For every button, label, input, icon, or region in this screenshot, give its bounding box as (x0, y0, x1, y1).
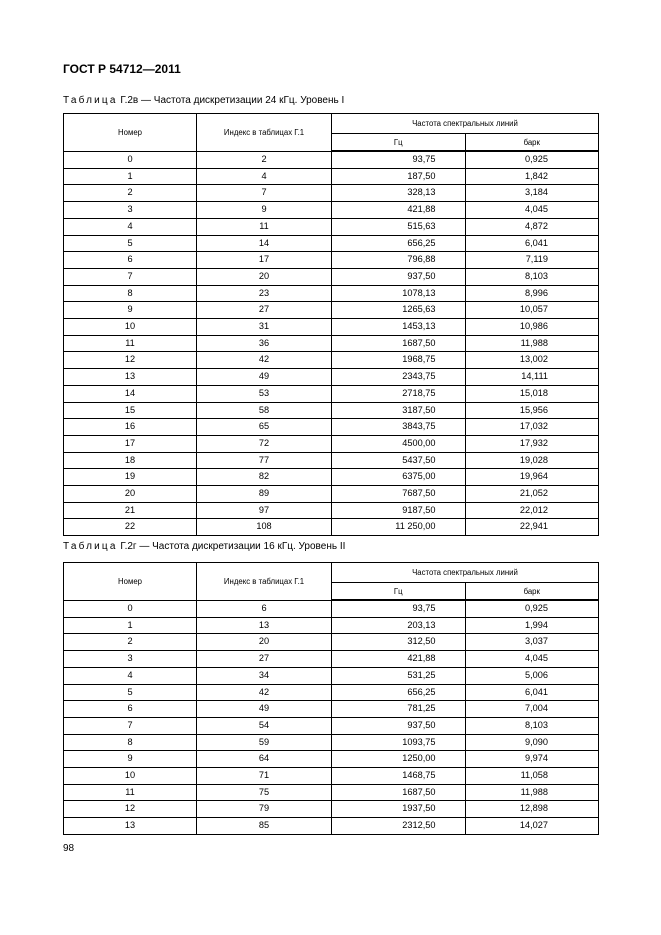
cell-bark: 1,842 (465, 168, 599, 185)
cell-hz: 7687,50 (332, 486, 466, 503)
cell-bark: 7,119 (465, 252, 599, 269)
cell-index: 64 (197, 751, 332, 768)
cell-hz: 1265,63 (332, 302, 466, 319)
cell-hz: 656,25 (332, 235, 466, 252)
table2-header-freq-group: Частота спектральных линий (332, 563, 599, 583)
cell-hz: 2343,75 (332, 369, 466, 386)
cell-index: 2 (197, 151, 332, 168)
table-row (64, 335, 599, 352)
cell-hz: 781,25 (332, 701, 466, 718)
table-row (64, 452, 599, 469)
cell-hz: 1937,50 (332, 801, 466, 818)
cell-bark: 0,925 (465, 600, 599, 617)
cell-index: 72 (197, 435, 332, 452)
cell-index: 75 (197, 784, 332, 801)
cell-number: 6 (64, 701, 197, 718)
table2-header-number: Номер (64, 563, 197, 601)
cell-number: 11 (64, 784, 197, 801)
cell-hz: 1093,75 (332, 734, 466, 751)
cell-hz: 421,88 (332, 651, 466, 668)
cell-number: 0 (64, 600, 197, 617)
cell-index: 11 (197, 218, 332, 235)
cell-bark: 13,002 (465, 352, 599, 369)
cell-bark: 8,103 (465, 717, 599, 734)
cell-bark: 5,006 (465, 667, 599, 684)
cell-hz: 515,63 (332, 218, 466, 235)
cell-hz: 4500,00 (332, 435, 466, 452)
cell-hz: 796,88 (332, 252, 466, 269)
table-row (64, 151, 599, 168)
cell-number: 7 (64, 717, 197, 734)
table1-header-bark: барк (465, 134, 599, 152)
cell-index: 31 (197, 319, 332, 336)
table-row (64, 202, 599, 219)
cell-bark: 11,988 (465, 784, 599, 801)
table-row (64, 352, 599, 369)
cell-index: 79 (197, 801, 332, 818)
cell-number: 6 (64, 252, 197, 269)
cell-hz: 328,13 (332, 185, 466, 202)
table1-header-hz: Гц (332, 134, 466, 152)
cell-number: 15 (64, 402, 197, 419)
cell-bark: 14,027 (465, 818, 599, 835)
cell-index: 36 (197, 335, 332, 352)
cell-hz: 1687,50 (332, 784, 466, 801)
cell-bark: 12,898 (465, 801, 599, 818)
cell-index: 4 (197, 168, 332, 185)
table2-caption (63, 541, 345, 552)
table-row (64, 268, 599, 285)
table2 (63, 562, 599, 835)
cell-bark: 4,045 (465, 651, 599, 668)
cell-bark: 14,111 (465, 369, 599, 386)
table1-header-freq-group: Частота спектральных линий (332, 114, 599, 134)
cell-number: 3 (64, 651, 197, 668)
cell-hz: 9187,50 (332, 502, 466, 519)
cell-index: 58 (197, 402, 332, 419)
cell-number: 1 (64, 617, 197, 634)
table-row (64, 751, 599, 768)
cell-index: 9 (197, 202, 332, 219)
cell-bark: 19,028 (465, 452, 599, 469)
cell-number: 7 (64, 268, 197, 285)
cell-number: 2 (64, 185, 197, 202)
table2-body (64, 600, 599, 834)
cell-bark: 11,058 (465, 768, 599, 785)
cell-bark: 4,872 (465, 218, 599, 235)
cell-number: 12 (64, 352, 197, 369)
table-row (64, 634, 599, 651)
cell-hz: 93,75 (332, 600, 466, 617)
document-header: ГОСТ Р 54712—2011 (63, 62, 181, 76)
table1-caption-text: Г.2в — Частота дискретизации 24 кГц. Уровень I (120, 95, 345, 106)
cell-bark: 6,041 (465, 684, 599, 701)
cell-hz: 937,50 (332, 717, 466, 734)
table2-header-index: Индекс в таблицах Г.1 (197, 563, 332, 601)
cell-hz: 3187,50 (332, 402, 466, 419)
table-row (64, 235, 599, 252)
table1-body (64, 151, 599, 536)
table2-header-bark: барк (465, 583, 599, 601)
table-row (64, 784, 599, 801)
table-row (64, 667, 599, 684)
cell-index: 54 (197, 717, 332, 734)
table-row (64, 252, 599, 269)
cell-bark: 15,018 (465, 385, 599, 402)
table-row (64, 734, 599, 751)
cell-hz: 656,25 (332, 684, 466, 701)
table-row (64, 617, 599, 634)
cell-index: 34 (197, 667, 332, 684)
table-row (64, 684, 599, 701)
cell-number: 3 (64, 202, 197, 219)
table-row (64, 302, 599, 319)
cell-hz: 937,50 (332, 268, 466, 285)
cell-number: 17 (64, 435, 197, 452)
table-row (64, 502, 599, 519)
table1-header-number: Номер (64, 114, 197, 152)
cell-hz: 187,50 (332, 168, 466, 185)
cell-hz: 203,13 (332, 617, 466, 634)
cell-hz: 11 250,00 (332, 519, 466, 536)
cell-hz: 1250,00 (332, 751, 466, 768)
cell-number: 1 (64, 168, 197, 185)
table-row (64, 402, 599, 419)
cell-number: 5 (64, 684, 197, 701)
cell-number: 9 (64, 302, 197, 319)
cell-index: 59 (197, 734, 332, 751)
cell-bark: 8,996 (465, 285, 599, 302)
table-row (64, 818, 599, 835)
cell-index: 49 (197, 701, 332, 718)
cell-hz: 1468,75 (332, 768, 466, 785)
cell-bark: 15,956 (465, 402, 599, 419)
table-row (64, 701, 599, 718)
cell-number: 8 (64, 734, 197, 751)
table-row (64, 717, 599, 734)
cell-bark: 1,994 (465, 617, 599, 634)
table-row (64, 651, 599, 668)
cell-number: 16 (64, 419, 197, 436)
table-row (64, 319, 599, 336)
cell-index: 97 (197, 502, 332, 519)
cell-index: 20 (197, 634, 332, 651)
cell-index: 89 (197, 486, 332, 503)
cell-hz: 421,88 (332, 202, 466, 219)
cell-bark: 19,964 (465, 469, 599, 486)
cell-bark: 3,184 (465, 185, 599, 202)
cell-bark: 0,925 (465, 151, 599, 168)
cell-bark: 4,045 (465, 202, 599, 219)
cell-number: 5 (64, 235, 197, 252)
cell-index: 77 (197, 452, 332, 469)
cell-hz: 3843,75 (332, 419, 466, 436)
table1-caption (63, 95, 344, 106)
cell-index: 27 (197, 302, 332, 319)
table-row (64, 486, 599, 503)
table-row (64, 369, 599, 386)
cell-bark: 8,103 (465, 268, 599, 285)
cell-number: 13 (64, 369, 197, 386)
cell-bark: 9,974 (465, 751, 599, 768)
cell-number: 0 (64, 151, 197, 168)
cell-index: 42 (197, 352, 332, 369)
cell-number: 4 (64, 667, 197, 684)
table-row (64, 469, 599, 486)
cell-hz: 312,50 (332, 634, 466, 651)
cell-index: 42 (197, 684, 332, 701)
cell-number: 19 (64, 469, 197, 486)
cell-index: 13 (197, 617, 332, 634)
cell-hz: 1078,13 (332, 285, 466, 302)
page-number: 98 (63, 843, 75, 854)
table-row (64, 285, 599, 302)
cell-number: 22 (64, 519, 197, 536)
cell-bark: 3,037 (465, 634, 599, 651)
cell-index: 82 (197, 469, 332, 486)
cell-bark: 7,004 (465, 701, 599, 718)
table-row (64, 218, 599, 235)
cell-bark: 22,941 (465, 519, 599, 536)
table-row (64, 768, 599, 785)
table1 (63, 113, 599, 536)
cell-index: 7 (197, 185, 332, 202)
cell-hz: 5437,50 (332, 452, 466, 469)
cell-hz: 531,25 (332, 667, 466, 684)
cell-index: 49 (197, 369, 332, 386)
cell-bark: 9,090 (465, 734, 599, 751)
cell-bark: 6,041 (465, 235, 599, 252)
table2-header-hz: Гц (332, 583, 466, 601)
table-row (64, 519, 599, 536)
table2-caption-label: Таблица (63, 541, 118, 552)
cell-index: 17 (197, 252, 332, 269)
cell-index: 65 (197, 419, 332, 436)
cell-hz: 1687,50 (332, 335, 466, 352)
cell-hz: 93,75 (332, 151, 466, 168)
cell-number: 10 (64, 768, 197, 785)
cell-bark: 17,032 (465, 419, 599, 436)
cell-hz: 2312,50 (332, 818, 466, 835)
cell-hz: 1453,13 (332, 319, 466, 336)
cell-number: 20 (64, 486, 197, 503)
cell-bark: 21,052 (465, 486, 599, 503)
table-row (64, 600, 599, 617)
cell-index: 20 (197, 268, 332, 285)
cell-index: 6 (197, 600, 332, 617)
cell-number: 8 (64, 285, 197, 302)
cell-number: 18 (64, 452, 197, 469)
table-row (64, 168, 599, 185)
table1-caption-label: Таблица (63, 95, 118, 106)
cell-number: 9 (64, 751, 197, 768)
table2-caption-text: Г.2г — Частота дискретизации 16 кГц. Уровень II (120, 541, 346, 552)
table-row (64, 185, 599, 202)
table-row (64, 801, 599, 818)
cell-hz: 1968,75 (332, 352, 466, 369)
table-row (64, 419, 599, 436)
cell-index: 23 (197, 285, 332, 302)
cell-bark: 10,057 (465, 302, 599, 319)
cell-index: 108 (197, 519, 332, 536)
cell-bark: 11,988 (465, 335, 599, 352)
cell-index: 27 (197, 651, 332, 668)
cell-number: 14 (64, 385, 197, 402)
cell-bark: 22,012 (465, 502, 599, 519)
cell-number: 4 (64, 218, 197, 235)
cell-index: 85 (197, 818, 332, 835)
cell-index: 14 (197, 235, 332, 252)
cell-number: 21 (64, 502, 197, 519)
cell-index: 53 (197, 385, 332, 402)
table-row (64, 435, 599, 452)
cell-bark: 10,986 (465, 319, 599, 336)
cell-number: 2 (64, 634, 197, 651)
cell-number: 11 (64, 335, 197, 352)
cell-index: 71 (197, 768, 332, 785)
cell-number: 12 (64, 801, 197, 818)
table1-header-index: Индекс в таблицах Г.1 (197, 114, 332, 152)
table-row (64, 385, 599, 402)
cell-hz: 6375,00 (332, 469, 466, 486)
cell-number: 10 (64, 319, 197, 336)
cell-number: 13 (64, 818, 197, 835)
cell-bark: 17,932 (465, 435, 599, 452)
cell-hz: 2718,75 (332, 385, 466, 402)
